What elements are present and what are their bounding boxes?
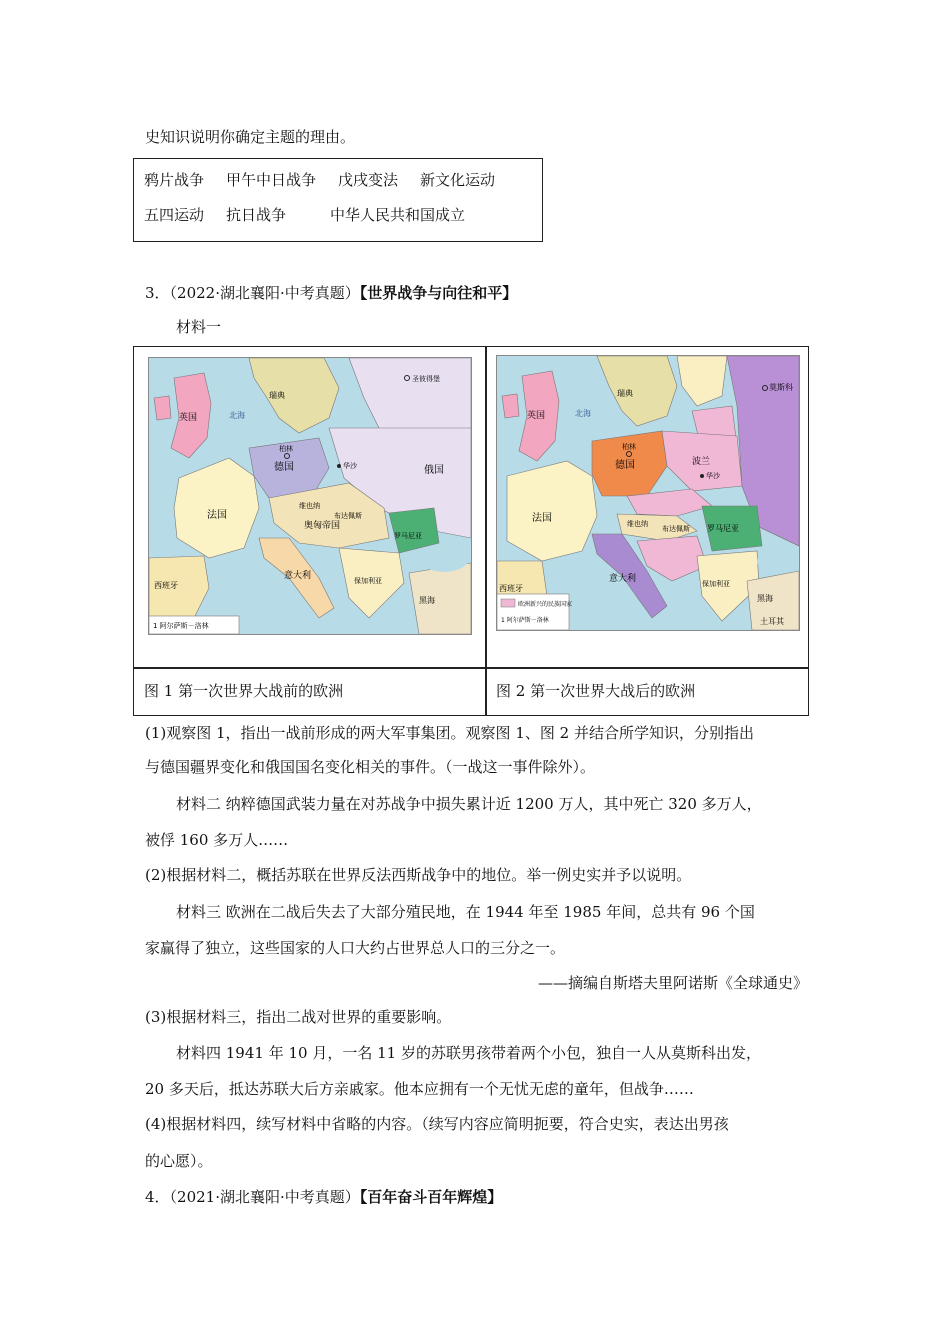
intro-line: 史知识说明你确定主题的理由。	[145, 128, 356, 146]
label-bulgaria: 保加利亚	[702, 580, 730, 588]
label-romania: 罗马尼亚	[394, 532, 422, 540]
label-sweden: 瑞典	[617, 389, 633, 398]
label-berlin: 柏林	[622, 443, 636, 451]
topic-item: 新文化运动	[420, 171, 496, 189]
label-poland: 波兰	[692, 457, 711, 467]
question-source: （2022·湖北襄阳·中考真题）	[169, 284, 360, 302]
label-germany: 德国	[274, 462, 294, 473]
q3-1-line-2: 与德国疆界变化和俄国国名变化相关的事件。（一战这一事件除外）。	[145, 758, 596, 776]
material-3-line-2: 家赢得了独立，这些国家的人口大约占世界总人口的三分之一。	[145, 939, 566, 957]
q3-2: (2)根据材料二，概括苏联在世界反法西斯战争中的地位。举一例史实并予以说明。	[145, 866, 692, 884]
label-france: 法国	[207, 510, 227, 521]
label-uk: 英国	[179, 413, 198, 423]
label-italy: 意大利	[284, 571, 312, 581]
label-vienna: 维也纳	[627, 520, 648, 528]
map-before-ww1	[148, 357, 472, 635]
label-austria-hungary: 奥匈帝国	[304, 521, 341, 531]
question-theme: 【百年奋斗百年辉煌】	[359, 1188, 503, 1206]
label-russia: 俄国	[424, 465, 444, 476]
label-spain: 西班牙	[154, 581, 178, 590]
map1-caption: 图 1 第一次世界大战前的欧洲	[144, 682, 344, 700]
question-number: 4．	[145, 1188, 170, 1206]
label-romania: 罗马尼亚	[707, 524, 739, 533]
material-3-line-1: 材料三 欧洲在二战后失去了大部分殖民地，在 1944 年至 1985 年间，总共有 96 个国	[176, 903, 755, 921]
map-table	[133, 346, 809, 716]
map2-legend: 1 阿尔萨斯－洛林	[501, 617, 549, 624]
label-bulgaria: 保加利亚	[354, 577, 382, 585]
q3-1-line-1: (1)观察图 1，指出一战前形成的两大军事集团。观察图 1、图 2 并结合所学知识，分别指出	[145, 724, 754, 742]
material-2-line-1: 材料二 纳粹德国武装力量在对苏战争中损失累计近 1200 万人，其中死亡 320 多万人，	[176, 795, 762, 813]
label-moscow: 莫斯科	[769, 383, 793, 392]
map2-legend-title: 欧洲新兴的民族国家	[518, 601, 573, 608]
label-sweden: 瑞典	[269, 391, 285, 400]
map-after-ww1-graphic	[497, 356, 799, 630]
label-italy: 意大利	[609, 574, 637, 584]
label-spain: 西班牙	[499, 584, 523, 593]
topic-row-1	[144, 169, 495, 191]
label-budapest: 布达佩斯	[662, 525, 690, 533]
q3-3: (3)根据材料三，指出二战对世界的重要影响。	[145, 1008, 452, 1026]
topic-item: 鸦片战争	[144, 171, 205, 189]
question-4-header	[145, 1186, 502, 1208]
label-vienna: 维也纳	[299, 502, 320, 510]
topic-row-2	[144, 204, 487, 226]
label-black-sea: 黑海	[419, 596, 435, 605]
material-4-line-1: 材料四 1941 年 10 月，一名 11 岁的苏联男孩带着两个小包，独自一人从莫斯科出发，	[176, 1044, 761, 1062]
topic-item: 五四运动	[144, 206, 205, 224]
question-3-header	[145, 282, 517, 304]
label-black-sea: 黑海	[757, 594, 773, 603]
label-petersburg: 圣彼得堡	[412, 375, 440, 383]
question-number: 3．	[145, 284, 170, 302]
label-turkey: 土耳其	[760, 617, 784, 626]
map2-caption: 图 2 第一次世界大战后的欧洲	[496, 682, 696, 700]
topic-item: 甲午中日战争	[226, 171, 317, 189]
q3-4-line-1: (4)根据材料四，续写材料中省略的内容。（续写内容应简明扼要，符合史实，表达出男孩	[145, 1115, 729, 1133]
topic-item: 中华人民共和国成立	[330, 206, 466, 224]
label-germany: 德国	[615, 460, 635, 471]
label-budapest: 布达佩斯	[334, 512, 362, 520]
topic-box	[133, 158, 543, 242]
label-uk: 英国	[527, 411, 546, 421]
label-north-sea: 北海	[229, 411, 245, 420]
label-berlin: 柏林	[279, 445, 293, 453]
topic-item: 抗日战争	[226, 206, 287, 224]
map1-legend: 1 阿尔萨斯－洛林	[153, 622, 209, 630]
question-theme: 【世界战争与向往和平】	[359, 284, 518, 302]
label-warsaw: 华沙	[706, 472, 720, 480]
label-north-sea: 北海	[575, 409, 591, 418]
topic-item: 戊戌变法	[338, 171, 399, 189]
q3-4-line-2: 的心愿）。	[145, 1152, 213, 1170]
map-after-ww1	[496, 355, 800, 631]
map-before-ww1-graphic	[149, 358, 471, 634]
material-4-line-2: 20 多天后，抵达苏联大后方亲戚家。他本应拥有一个无忧无虑的童年，但战争……	[145, 1080, 694, 1098]
material-1-label: 材料一	[176, 318, 222, 336]
material-2-line-2: 被俘 160 多万人……	[145, 831, 289, 849]
material-3-source: ——摘编自斯塔夫里阿诺斯《全球通史》	[537, 974, 808, 992]
label-warsaw: 华沙	[343, 462, 357, 470]
table-divider	[134, 667, 808, 669]
table-divider	[485, 347, 487, 715]
label-france: 法国	[532, 513, 552, 524]
question-source: （2021·湖北襄阳·中考真题）	[169, 1188, 360, 1206]
